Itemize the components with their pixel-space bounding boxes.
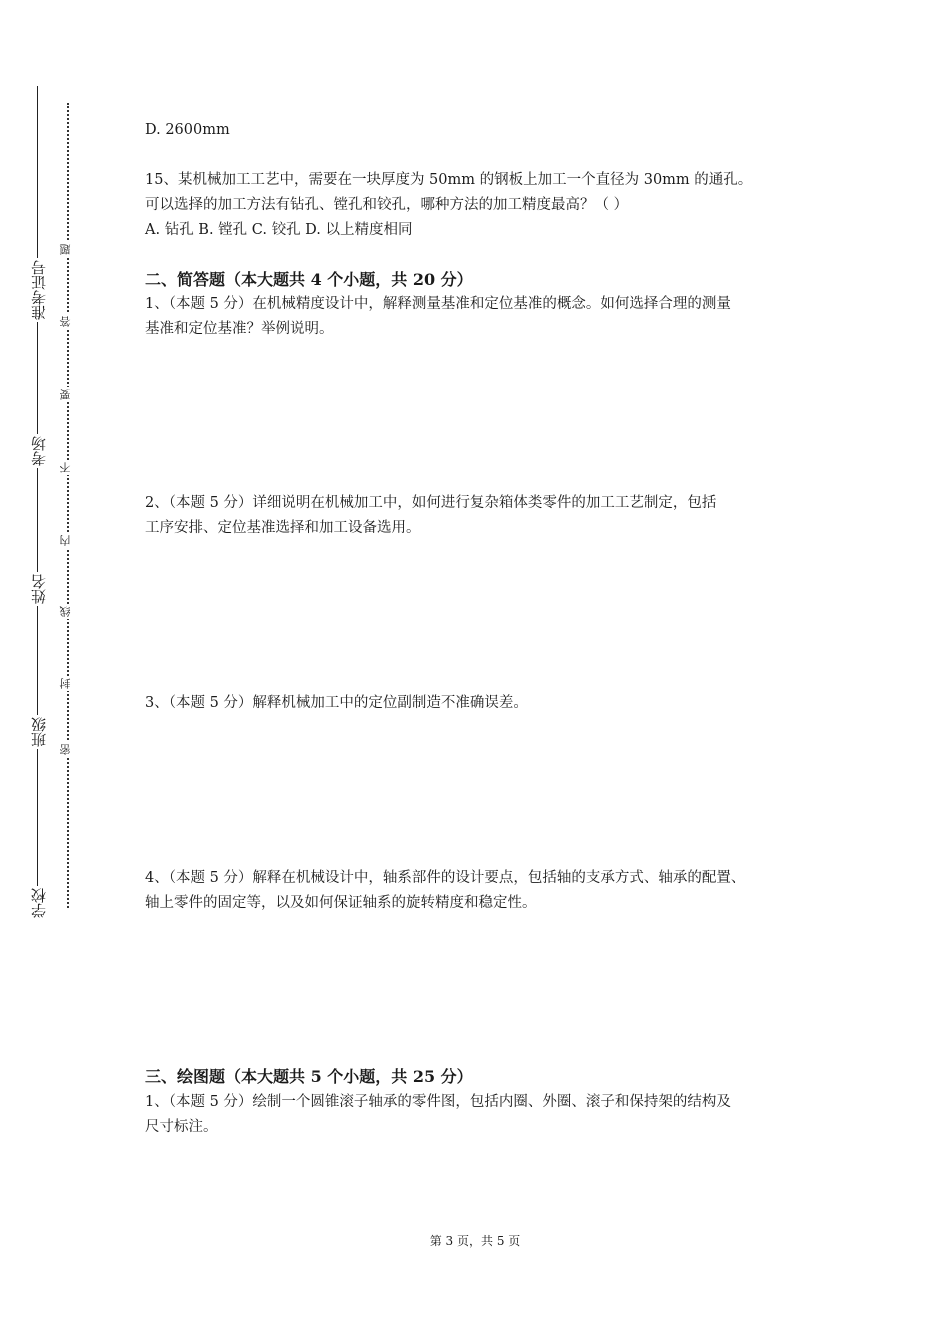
section-2-question-2 [145, 491, 835, 541]
seal-dotted-line [67, 103, 69, 908]
question-text-line: 1、（本题 5 分）绘制一个圆锥滚子轴承的零件图，包括内圈、外圈、滚子和保持架的结构及 [145, 1094, 731, 1110]
question-15-tail [145, 118, 835, 143]
class-field-label: 班级 [30, 717, 48, 747]
question-15-options: A. 钻孔 B. 镗孔 C. 铰孔 D. 以上精度相同 [145, 222, 413, 238]
question-15-stem-line1: 15、某机械加工工艺中，需要在一块厚度为 50mm 的钢板上加工一个直径为 30mm 的通孔。 [145, 172, 753, 188]
question-text-line: 轴上零件的固定等，以及如何保证轴系的旋转精度和稳定性。 [145, 895, 537, 911]
question-text-line: 4、（本题 5 分）解释在机械设计中，轴系部件的设计要点，包括轴的支承方式、轴承的配置、 [145, 870, 746, 886]
seal-notice-char: 封 [60, 676, 76, 691]
school-field-label: 学校 [30, 888, 48, 918]
seal-notice-char: 不 [60, 460, 76, 475]
question-15 [145, 168, 835, 243]
seal-notice-char: 内 [60, 533, 76, 548]
section-2-question-4 [145, 866, 835, 916]
binding-solid-line [37, 86, 38, 916]
question-14-option-d: D. 2600mm [145, 122, 230, 138]
question-text-line: 尺寸标注。 [145, 1119, 218, 1135]
seal-notice-char: 线 [60, 604, 76, 619]
exam-room-field-label: 考场 [30, 436, 48, 466]
question-text-line: 工序安排、定位基准选择和加工设备选用。 [145, 520, 421, 536]
section-2-question-3 [145, 691, 835, 716]
question-text-line: 3、（本题 5 分）解释机械加工中的定位副制造不准确误差。 [145, 695, 528, 711]
question-text-line: 2、（本题 5 分）详细说明在机械加工中，如何进行复杂箱体类零件的加工工艺制定，包括 [145, 495, 717, 511]
section-3-question-1 [145, 1090, 835, 1140]
section-2-title: 二、简答题（本大题共 4 个小题，共 20 分） [145, 270, 473, 289]
seal-notice-char: 密 [60, 742, 76, 757]
question-text-line: 1、（本题 5 分）在机械精度设计中，解释测量基准和定位基准的概念。如何选择合理的测量 [145, 296, 731, 312]
seal-notice-char: 要 [60, 387, 76, 402]
name-field-label: 姓名 [30, 574, 48, 604]
seal-notice-char: 答 [60, 314, 76, 329]
page-number: 第 3 页，共 5 页 [429, 1234, 521, 1248]
seal-notice-char: 题 [60, 242, 76, 257]
binding-margin [0, 0, 90, 1344]
question-15-stem-line2: 可以选择的加工方法有钻孔、镗孔和铰孔，哪种方法的加工精度最高？（ ） [145, 197, 629, 213]
exam-id-field-label: 准考证号 [30, 260, 48, 320]
section-3-title: 三、绘图题（本大题共 5 个小题，共 25 分） [145, 1067, 473, 1086]
question-text-line: 基准和定位基准？举例说明。 [145, 321, 334, 337]
section-2-question-1 [145, 292, 835, 342]
